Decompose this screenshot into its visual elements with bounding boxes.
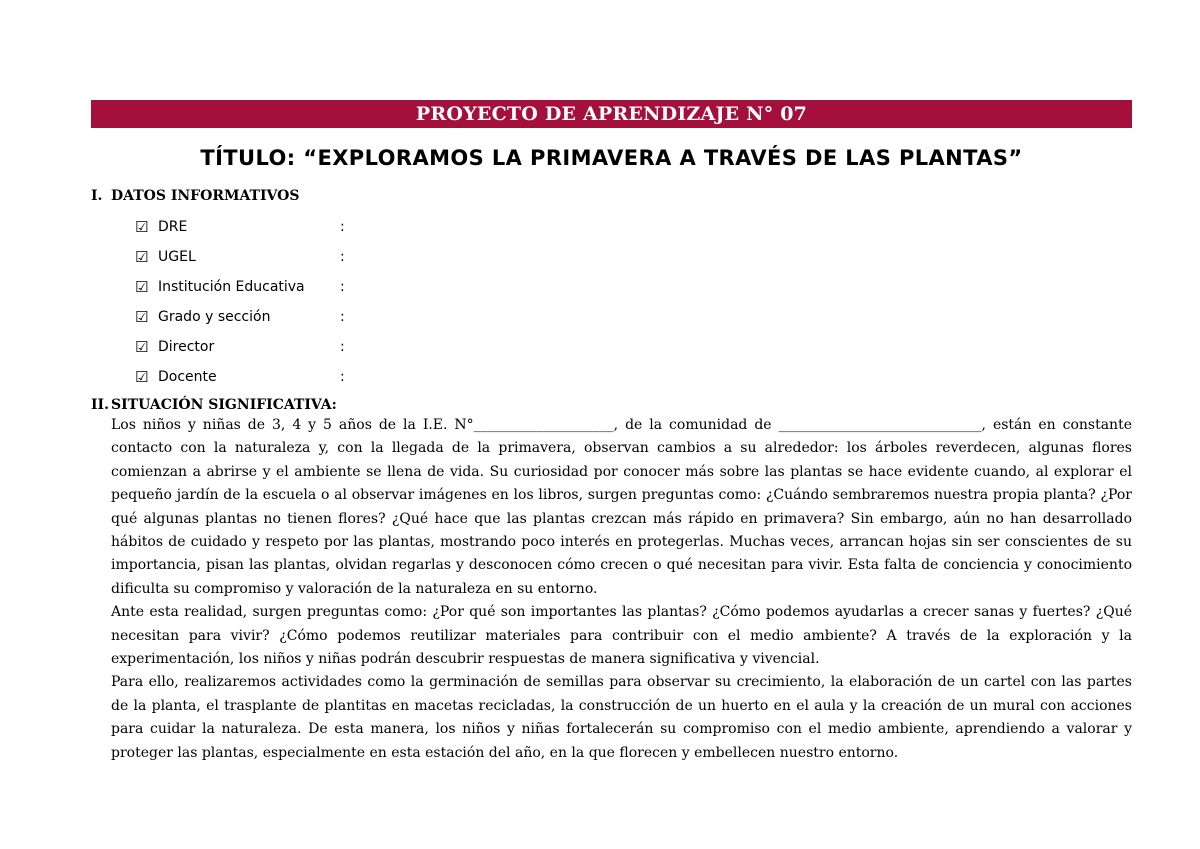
section-title: DATOS INFORMATIVOS [111, 188, 300, 204]
info-colon: : [340, 219, 345, 235]
info-label: Grado y sección [158, 309, 271, 325]
info-label: DRE [158, 219, 188, 235]
info-item-dre [91, 212, 1132, 242]
info-colon: : [340, 309, 345, 325]
info-item-institucion [91, 272, 1132, 302]
paragraph: Para ello, realizaremos actividades como la germinación de semillas para observar su crecimiento, la elaboración de un cartel con las partes de la planta, el trasplante de plantitas en macetas recicladas, la construcción de un huerto en el aula y la creación de un mural con acciones para cuidar la naturaleza. De esta manera, los niños y niñas fortalecerán su compromiso con el medio ambiente, aprendiendo a valorar y proteger las plantas, especialmente en esta estación del año, en la que florecen y embellecen nuestro entorno. [111, 674, 1132, 761]
info-item-docente [91, 362, 1132, 392]
project-banner: PROYECTO DE APRENDIZAJE N° 07 [91, 100, 1132, 128]
section-title: SITUACIÓN SIGNIFICATIVA: [111, 397, 337, 413]
document-page [91, 100, 1132, 765]
info-item-director [91, 332, 1132, 362]
info-colon: : [340, 249, 345, 265]
info-item-grado [91, 302, 1132, 332]
checkbox-checked-icon: ☑ [135, 367, 149, 386]
checkbox-checked-icon: ☑ [135, 277, 149, 296]
paragraph: Ante esta realidad, surgen preguntas como: ¿Por qué son importantes las plantas? ¿Cómo podemos ayudarlas a crecer sanas y fuertes? ¿Qué necesitan para vivir? ¿Cómo podemos reutilizar materiales para contribuir con el medio ambiente? A través de la exploración y la experimentación, los niños y niñas podrán descubrir respuestas de manera significativa y vivencial. [111, 604, 1132, 668]
situacion-body [111, 414, 1132, 765]
section-heading-situacion-significativa [91, 396, 1132, 414]
checkbox-checked-icon: ☑ [135, 247, 149, 266]
info-list [91, 212, 1132, 392]
info-item-ugel [91, 242, 1132, 272]
info-label: Director [158, 339, 215, 355]
info-colon: : [340, 279, 345, 295]
info-label: UGEL [158, 249, 196, 265]
info-label: Docente [158, 369, 217, 385]
info-colon: : [340, 339, 345, 355]
info-colon: : [340, 369, 345, 385]
section-number: II. [91, 397, 109, 413]
paragraph: Los niños y niñas de 3, 4 y 5 años de la I.E. N°____________________, de la comunidad de _____________________________, están en constante contacto con la naturaleza y, con la llegada de la primavera, observan cambios a su alrededor: los árboles reverdecen, algunas flores comienzan a abrirse y el ambiente se llena de vida. Su curiosidad por conocer más sobre las plantas se hace evidente cuando, al explorar el pequeño jardín de la escuela o al observar imágenes en los libros, surgen preguntas como: ¿Cuándo sembraremos nuestra propia planta? ¿Por qué algunas plantas no tienen flores? ¿Qué hace que las plantas crezcan más rápido en primavera? Sin embargo, aún no han desarrollado hábitos de cuidado y respeto por las plantas, mostrando poco interés en protegerlas. Muchas veces, arrancan hojas sin ser conscientes de su importancia, pisan las plantas, olvidan regarlas y desconocen cómo crecen o qué necesitan para vivir. Esta falta de conciencia y conocimiento dificulta su compromiso y valoración de la naturaleza en su entorno. [111, 417, 1132, 597]
checkbox-checked-icon: ☑ [135, 217, 149, 236]
checkbox-checked-icon: ☑ [135, 307, 149, 326]
section-heading-datos-informativos [91, 187, 1132, 205]
checkbox-checked-icon: ☑ [135, 337, 149, 356]
info-label: Institución Educativa [158, 279, 305, 295]
section-number: I. [91, 188, 103, 204]
document-title: TÍTULO: “EXPLORAMOS LA PRIMAVERA A TRAVÉS DE LAS PLANTAS” [200, 146, 1023, 170]
